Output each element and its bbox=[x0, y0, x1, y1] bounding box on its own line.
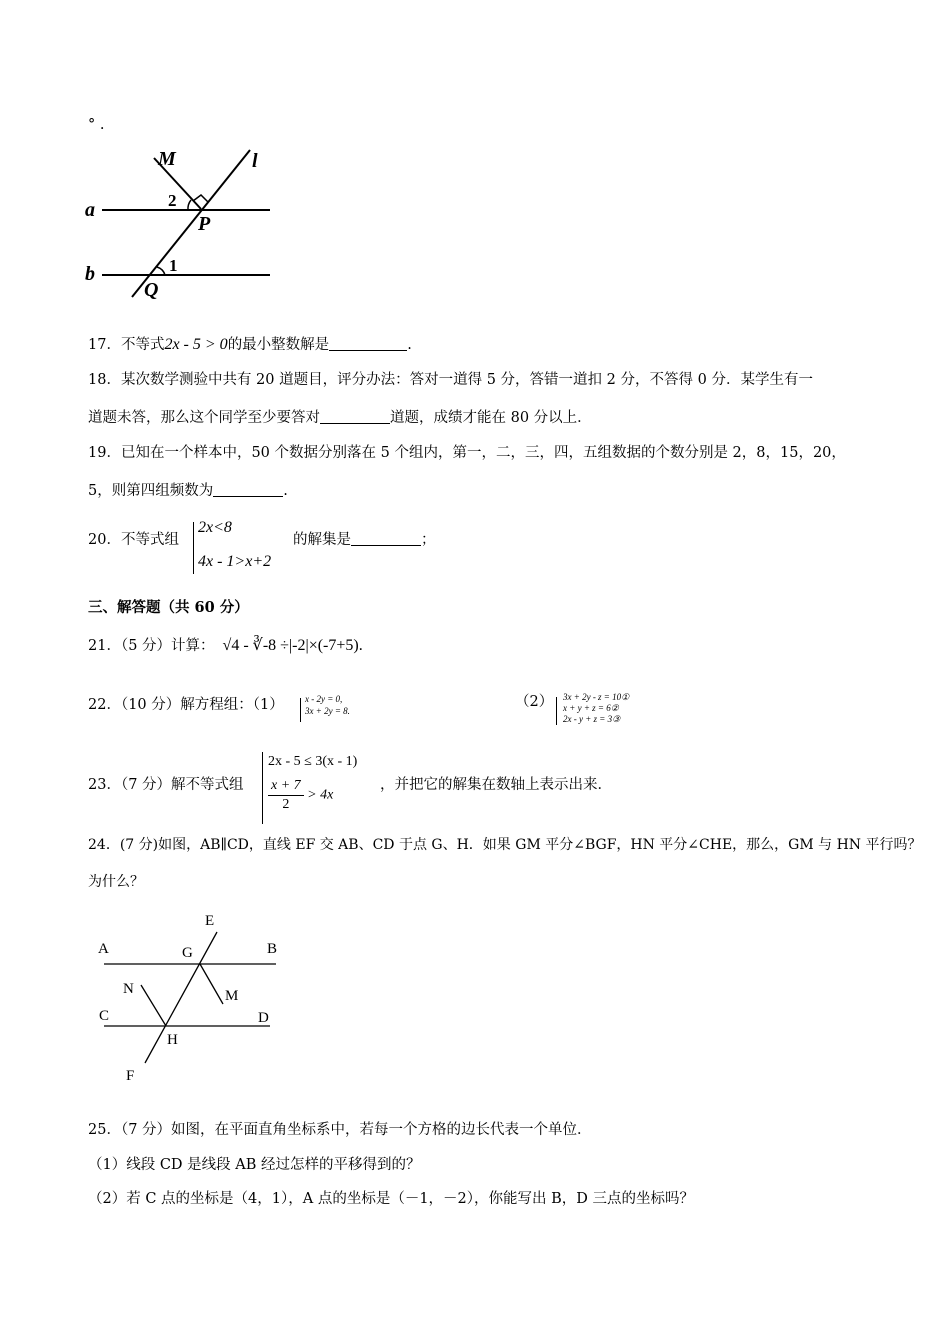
q19-text-a: 5，则第四组频数为 bbox=[88, 483, 214, 499]
label-B: B bbox=[267, 941, 278, 957]
line-gm bbox=[200, 964, 223, 1004]
question-24-line2: 为什么？ bbox=[88, 874, 144, 890]
q22-sys2-eq2: x + y + z = 6② bbox=[563, 703, 619, 713]
q20-brace bbox=[193, 522, 194, 574]
label-P: P bbox=[198, 213, 211, 235]
question-18-line2 bbox=[88, 408, 592, 428]
q22-prefix: 22．（10 分）解方程组：（1） bbox=[88, 697, 284, 713]
label-Q: Q bbox=[144, 279, 159, 301]
question-25-line3: （2）若 C 点的坐标是（4，1），A 点的坐标是（－1，－2），你能写出 B，D 三点的坐标吗？ bbox=[88, 1191, 695, 1207]
q23-brace bbox=[262, 752, 263, 824]
label-A: A bbox=[98, 941, 109, 957]
q23-frac-den: 2 bbox=[282, 797, 290, 812]
q17-expr: 2x - 5 > 0 bbox=[164, 336, 228, 353]
q22-sys2-eq1: 3x + 2y - z = 10① bbox=[563, 692, 630, 702]
q23-fraction bbox=[268, 777, 304, 814]
q17-answer-blank[interactable] bbox=[329, 336, 407, 351]
q22-part2: （2） bbox=[515, 694, 554, 710]
q20-answer-blank[interactable] bbox=[351, 531, 421, 546]
q22-sys1-eq2: 3x + 2y = 8. bbox=[305, 706, 350, 716]
angle-2-arc bbox=[188, 200, 191, 210]
label-angle-2: 2 bbox=[168, 191, 177, 210]
label-C: C bbox=[99, 1008, 110, 1024]
q18-text-b: 道题，成绩才能在 80 分以上． bbox=[390, 410, 592, 426]
q18-text-a: 道题未答，那么这个同学至少要答对 bbox=[88, 410, 320, 426]
q21-expr: √4 - ∛-8 ÷|-2|×(-7+5). bbox=[222, 637, 363, 654]
angle-1-arc bbox=[157, 267, 165, 275]
line-ef bbox=[145, 932, 217, 1063]
question-18-line1: 18．某次数学测验中共有 20 道题目，评分办法：答对一道得 5 分，答错一道扣 2 分，不答得 0 分．某学生有一 bbox=[88, 372, 813, 388]
right-angle-mark bbox=[193, 195, 208, 202]
q20-end: ； bbox=[421, 532, 436, 548]
label-b: b bbox=[85, 263, 95, 285]
question-25-line2: （1）线段 CD 是线段 AB 经过怎样的平移得到的？ bbox=[88, 1157, 421, 1173]
top-mark: ° . bbox=[88, 117, 105, 133]
q23-suffix: ，并把它的解集在数轴上表示出来． bbox=[380, 777, 612, 793]
section-3-heading: 三、解答题（共 60 分） bbox=[88, 599, 249, 616]
label-D: D bbox=[258, 1010, 269, 1026]
label-l: l bbox=[252, 150, 258, 172]
q20-suffix: 的解集是 bbox=[293, 532, 351, 548]
label-F: F bbox=[126, 1068, 135, 1084]
label-M: M bbox=[225, 988, 239, 1004]
label-M: M bbox=[158, 148, 176, 170]
q23-ineq1: 2x - 5 ≤ 3(x - 1) bbox=[268, 754, 358, 769]
q21-prefix: 21．（5 分）计算： bbox=[88, 638, 215, 654]
q22-brace2 bbox=[556, 697, 557, 725]
q20-ineq2: 4x - 1>x+2 bbox=[198, 553, 272, 570]
figure-parallel-lines bbox=[80, 140, 280, 305]
q23-ineq2-rhs: > 4x bbox=[307, 787, 334, 803]
label-N: N bbox=[123, 981, 134, 997]
label-H: H bbox=[167, 1032, 178, 1048]
label-angle-1: 1 bbox=[169, 256, 178, 275]
q17-end: . bbox=[407, 337, 412, 353]
q17-prefix: 17．不等式 bbox=[88, 337, 165, 353]
q17-suffix: 的最小整数解是 bbox=[227, 337, 330, 353]
line-hn bbox=[141, 985, 166, 1026]
question-17 bbox=[88, 335, 412, 355]
label-G: G bbox=[182, 945, 193, 961]
q22-brace1 bbox=[300, 698, 301, 722]
label-a: a bbox=[85, 199, 95, 221]
q18-answer-blank[interactable] bbox=[320, 409, 390, 424]
q20-prefix: 20．不等式组 bbox=[88, 532, 179, 548]
q22-sys2-eq3: 2x - y + z = 3③ bbox=[563, 714, 621, 724]
q20-suffix-line bbox=[293, 530, 436, 550]
figure-ab-cd bbox=[90, 905, 290, 1090]
question-24-line1: 24．(7 分)如图，AB∥CD，直线 EF 交 AB、CD 于点 G、H．如果 GM 平分∠BGF，HN 平分∠CHE，那么，GM 与 HN 平行吗？ bbox=[88, 837, 922, 853]
q23-frac-num: x + 7 bbox=[268, 777, 304, 796]
label-E: E bbox=[205, 913, 215, 929]
question-21 bbox=[88, 636, 363, 656]
q19-text-b: . bbox=[283, 483, 288, 499]
q20-ineq1: 2x<8 bbox=[198, 519, 232, 536]
question-25-line1: 25．（7 分）如图，在平面直角坐标系中，若每一个方格的边长代表一个单位． bbox=[88, 1122, 592, 1138]
q19-answer-blank[interactable] bbox=[213, 482, 283, 497]
question-19-line2 bbox=[88, 481, 288, 501]
question-19-line1: 19．已知在一个样本中，50 个数据分别落在 5 个组内，第一，二，三，四，五组数据的个数分别是 2，8，15，20， bbox=[88, 445, 846, 461]
q23-prefix: 23．（7 分）解不等式组 bbox=[88, 777, 244, 793]
q23-ineq2 bbox=[268, 777, 333, 814]
q22-sys1-eq1: x - 2y = 0, bbox=[305, 694, 343, 704]
